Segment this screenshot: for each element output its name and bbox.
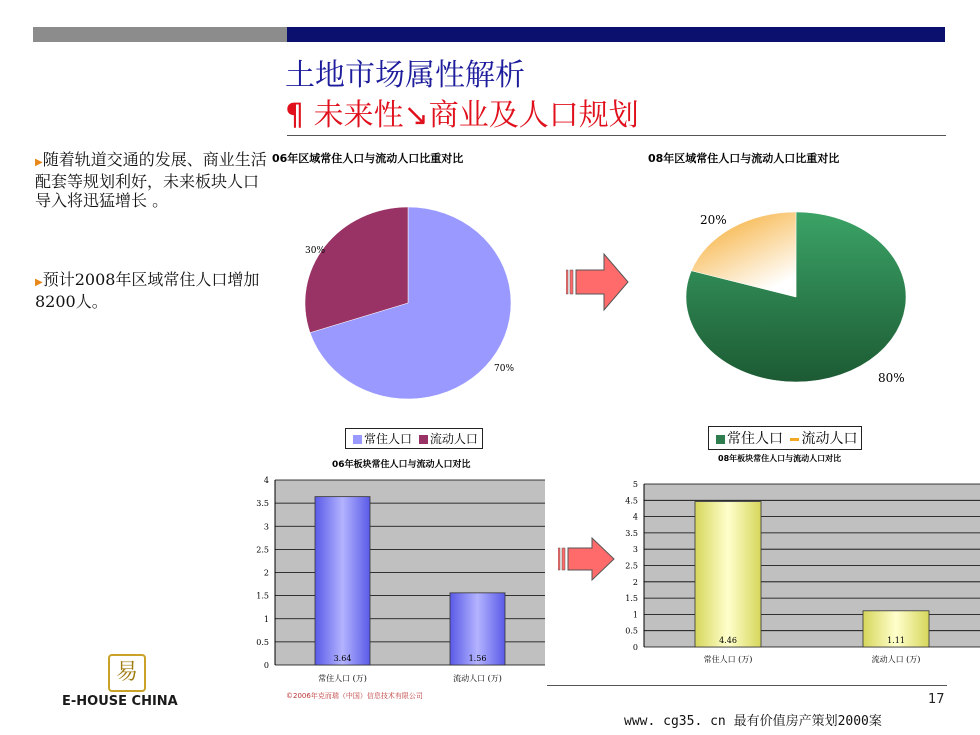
bullet-2 [35, 270, 267, 311]
y-tick-label: 1 [632, 610, 638, 620]
chart1-title: 06年区域常住人口与流动人口比重对比 [272, 152, 464, 165]
y-tick-label: 0.5 [625, 626, 638, 636]
x-tick-label: 流动人口 (万) [871, 655, 921, 664]
copyright: ©2006年克而瑞（中国）信息技术有限公司 [286, 692, 423, 700]
watermark: www. cg35. cn 最有价值房产策划2000案 [624, 714, 882, 729]
legend-label: 流动人口 [801, 431, 858, 447]
y-tick-label: 4 [263, 476, 269, 485]
x-tick-label: 常住人口 (万) [318, 674, 367, 683]
y-tick-label: 2.5 [256, 545, 269, 555]
bullet-2-text: 预计2008年区域常住人口增加8200人。 [35, 270, 260, 311]
y-tick-label: 0.5 [256, 637, 269, 647]
x-tick-label: 流动人口 (万) [453, 674, 502, 683]
legend-swatch-floating [419, 435, 428, 444]
y-tick-label: 3 [632, 545, 638, 555]
y-tick-label: 2 [632, 577, 638, 587]
y-tick-label: 5 [632, 480, 638, 489]
pie06-label-floating: 30% [305, 246, 326, 256]
y-tick-label: 4.5 [625, 496, 638, 506]
pie-chart-08 [660, 200, 940, 400]
bar-chart-06 [240, 470, 550, 690]
y-tick-label: 2 [263, 568, 269, 578]
legend-swatch-floating [790, 438, 799, 441]
y-tick-label: 3.5 [256, 499, 269, 509]
footer-divider [547, 685, 947, 686]
bar-value-label: 1.56 [468, 654, 487, 663]
bar-chart-08 [614, 478, 980, 678]
bullet-1 [35, 150, 267, 210]
pie08-label-floating: 20% [700, 213, 727, 227]
bar [695, 502, 761, 647]
chart3-title: 06年板块常住人口与流动人口对比 [332, 460, 471, 470]
chart4-title: 08年板块常住人口与流动人口对比 [718, 454, 842, 463]
legend-label: 流动人口 [429, 432, 478, 446]
bar-value-label: 1.11 [887, 636, 905, 645]
header-bar-gray [33, 27, 287, 42]
bullet-marker-icon: ▶ [35, 157, 43, 168]
legend-08 [708, 426, 862, 450]
y-tick-label: 1.5 [256, 591, 269, 601]
y-tick-label: 1.5 [625, 594, 638, 604]
legend-swatch-resident [353, 435, 362, 444]
y-tick-label: 2.5 [625, 561, 638, 571]
arrow-right-icon [558, 536, 618, 584]
page-subtitle: ¶ 未来性↘商业及人口规划 [285, 98, 639, 133]
bar-value-label: 4.46 [719, 636, 737, 645]
bar [315, 497, 370, 665]
chart2-title: 08年区域常住人口与流动人口比重对比 [648, 152, 840, 165]
y-tick-label: 0 [632, 643, 638, 652]
page-number: 17 [928, 692, 945, 707]
header-bar-navy [287, 27, 945, 42]
logo-mark-icon: 易 [108, 654, 146, 692]
y-tick-label: 4 [632, 512, 638, 522]
pie06-label-resident: 70% [494, 364, 515, 374]
legend-swatch-resident [716, 435, 725, 444]
y-tick-label: 3.5 [625, 528, 638, 538]
arrow-right-icon [566, 250, 630, 314]
pie08-label-resident: 80% [878, 371, 905, 385]
title-underline [287, 135, 946, 136]
y-tick-label: 1 [263, 614, 269, 624]
y-tick-label: 3 [263, 522, 269, 532]
page-title: 土地市场属性解析 [285, 58, 525, 93]
pie-chart-06 [270, 200, 550, 410]
company-logo-text: E-HOUSE CHINA [62, 694, 178, 709]
legend-label: 常住人口 [727, 431, 783, 447]
x-tick-label: 常住人口 (万) [703, 655, 753, 664]
bullet-1-text: 随着轨道交通的发展、商业生活配套等规划利好，未来板块人口导入将迅猛增长 。 [35, 150, 267, 210]
bar-value-label: 3.64 [333, 654, 352, 663]
legend-label: 常住人口 [364, 432, 413, 446]
bullet-marker-icon: ▶ [35, 277, 43, 288]
legend-06 [345, 428, 483, 449]
y-tick-label: 0 [263, 661, 269, 670]
